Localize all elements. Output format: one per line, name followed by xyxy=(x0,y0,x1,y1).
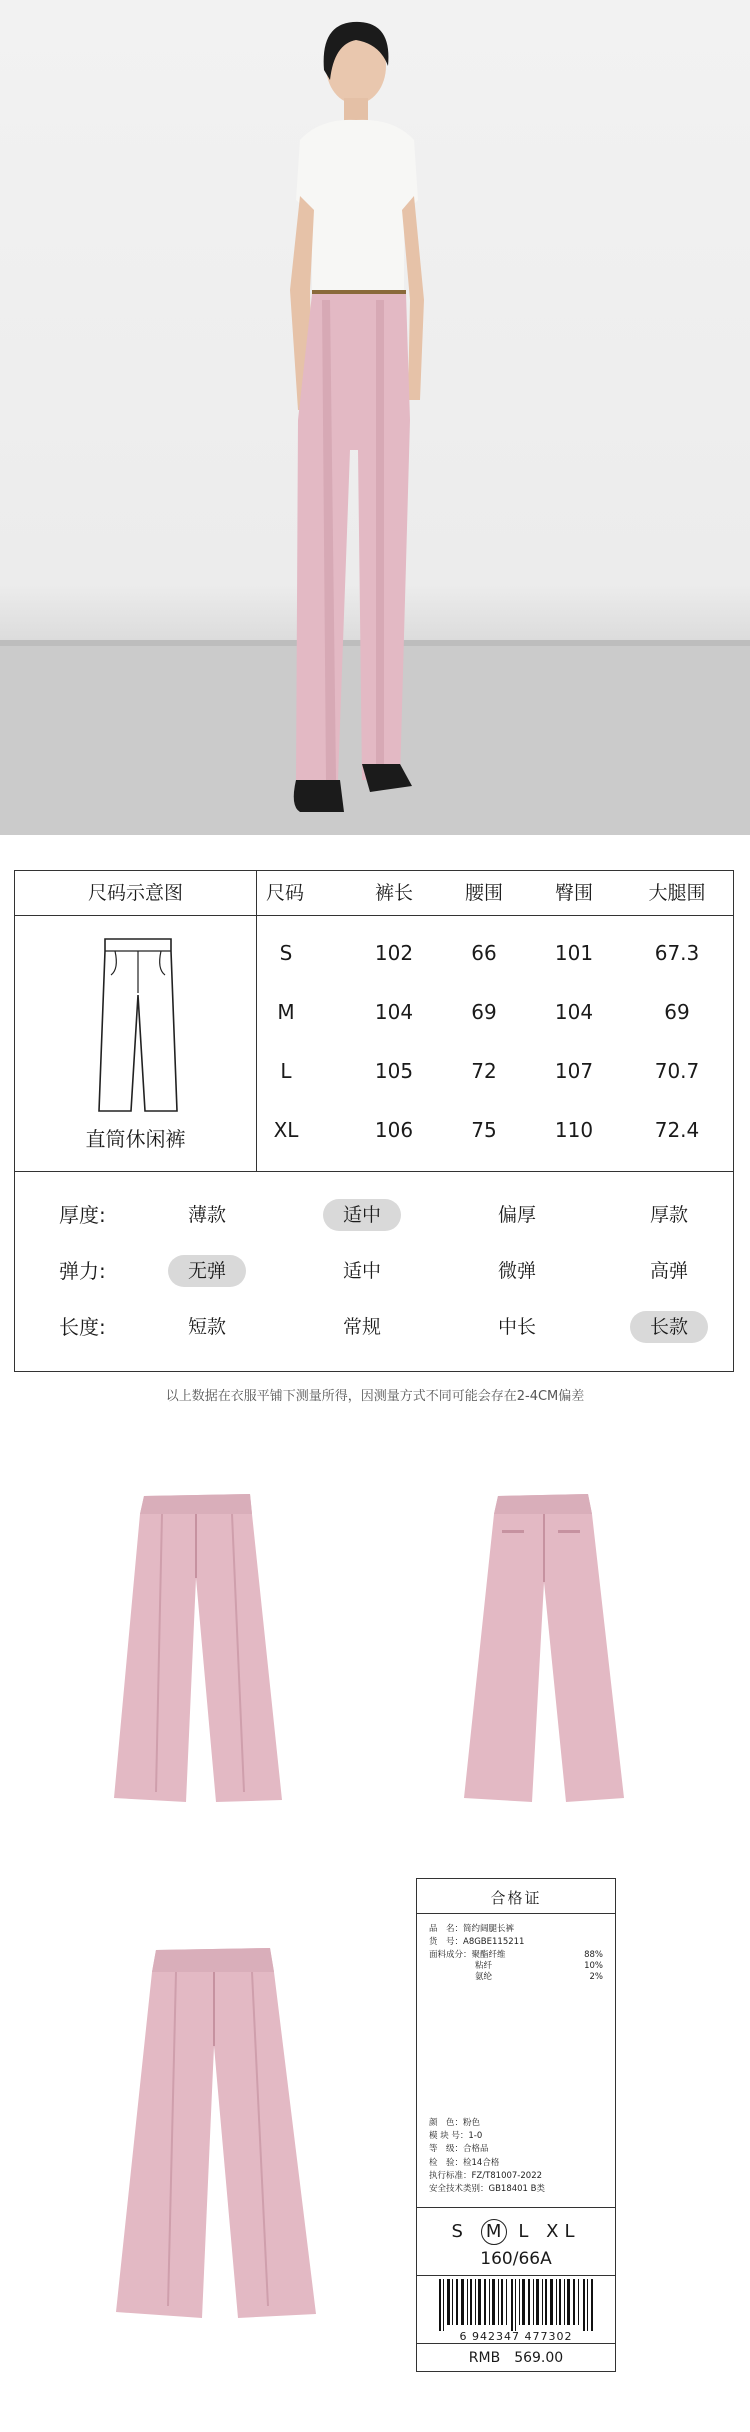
thickness-label: 厚度: xyxy=(59,1203,106,1227)
cell-size: L xyxy=(280,1059,292,1083)
inspect-line: 检 验：检14合格 xyxy=(429,2158,500,2168)
color-line: 颜 色：粉色 xyxy=(429,2118,481,2128)
product-code-line: 货 号：A8GBE115211 xyxy=(429,1937,525,1947)
cell-thigh: 69 xyxy=(664,1000,690,1024)
fabric-line: 面料成分：聚酯纤维 xyxy=(429,1950,506,1960)
fabric-pct-3: 2% xyxy=(589,1972,603,1982)
size-spec: 160/66A xyxy=(480,2249,552,2269)
fabric-pct-1: 88% xyxy=(584,1950,603,1960)
size-s: S xyxy=(451,2221,469,2242)
elasticity-label: 弹力: xyxy=(59,1259,106,1283)
model-illustration xyxy=(0,0,750,835)
thickness-option-thick: 厚款 xyxy=(649,1204,688,1226)
length-option-long: 长款 xyxy=(630,1311,708,1343)
size-chart-table xyxy=(14,870,734,1172)
cell-size: S xyxy=(279,941,293,965)
fabric-line-2: 粘纤 xyxy=(475,1961,493,1971)
diagram-label: 直筒休闲裤 xyxy=(85,1127,186,1151)
thickness-option-medium: 适中 xyxy=(323,1199,401,1231)
thickness-option-thin: 薄款 xyxy=(187,1204,226,1226)
fabric-attributes xyxy=(14,1172,734,1372)
size-l: L xyxy=(518,2221,535,2242)
diagram-header: 尺码示意图 xyxy=(87,882,183,904)
cell-waist: 66 xyxy=(471,941,497,965)
cell-thigh: 72.4 xyxy=(654,1118,700,1142)
column-header-thigh: 大腿围 xyxy=(648,882,706,904)
fabric-pct-2: 10% xyxy=(584,1961,603,1971)
measurement-note: 以上数据在衣服平铺下测量所得，因测量方式不同可能会存在2-4CM偏差 xyxy=(165,1389,585,1404)
size-m-selected: M xyxy=(481,2219,507,2245)
cell-hip: 107 xyxy=(554,1059,594,1083)
certificate-title: 合格证 xyxy=(490,1889,542,1907)
cell-length: 105 xyxy=(374,1059,414,1083)
size-xl: XL xyxy=(546,2221,581,2242)
hero-photo xyxy=(0,0,750,835)
version-line: 模 块 号：1-0 xyxy=(429,2131,483,2141)
elasticity-option-high: 高弹 xyxy=(649,1260,688,1282)
cell-length: 102 xyxy=(374,941,414,965)
cell-waist: 75 xyxy=(471,1118,497,1142)
cell-thigh: 70.7 xyxy=(654,1059,700,1083)
length-option-midlength: 中长 xyxy=(497,1316,536,1338)
length-option-regular: 常规 xyxy=(342,1316,381,1338)
column-header-size: 尺码 xyxy=(265,882,304,904)
elasticity-option-slight: 微弹 xyxy=(497,1260,536,1282)
quality-certificate-tag xyxy=(416,1878,616,2372)
cell-size: M xyxy=(277,1000,295,1024)
thickness-option-thicker: 偏厚 xyxy=(497,1204,536,1226)
length-label: 长度: xyxy=(59,1315,106,1339)
pants-detail-image xyxy=(110,1946,320,2320)
fabric-line-3: 氨纶 xyxy=(475,1972,493,1982)
standard-line: 执行标准：FZ/T81007-2022 xyxy=(429,2171,543,2181)
cell-size: XL xyxy=(273,1118,299,1142)
barcode-icon xyxy=(439,2279,595,2331)
length-option-short: 短款 xyxy=(187,1316,226,1338)
cell-hip: 110 xyxy=(554,1118,594,1142)
safety-line: 安全技术类别：GB18401 B类 xyxy=(429,2184,545,2194)
cell-length: 104 xyxy=(374,1000,414,1024)
size-options xyxy=(417,2219,615,2245)
elasticity-option-none: 无弹 xyxy=(168,1255,246,1287)
column-header-length: 裤长 xyxy=(374,882,413,904)
cell-thigh: 67.3 xyxy=(654,941,700,965)
cell-length: 106 xyxy=(374,1118,414,1142)
product-name-line: 品 名：简约阔腿长裤 xyxy=(429,1924,515,1934)
elasticity-option-medium: 适中 xyxy=(342,1260,381,1282)
cell-hip: 101 xyxy=(554,941,594,965)
price-label: RMB 569.00 xyxy=(468,2350,564,2366)
cell-waist: 72 xyxy=(471,1059,497,1083)
cell-waist: 69 xyxy=(471,1000,497,1024)
cell-hip: 104 xyxy=(554,1000,594,1024)
column-header-waist: 腰围 xyxy=(464,882,503,904)
column-header-hip: 臀围 xyxy=(554,882,593,904)
pants-back-image xyxy=(458,1492,628,1806)
pants-front-image xyxy=(104,1492,284,1806)
pants-outline-icon xyxy=(93,935,183,1113)
grade-line: 等 级：合格品 xyxy=(429,2144,489,2154)
barcode-number: 6 942347 477302 xyxy=(459,2330,573,2343)
